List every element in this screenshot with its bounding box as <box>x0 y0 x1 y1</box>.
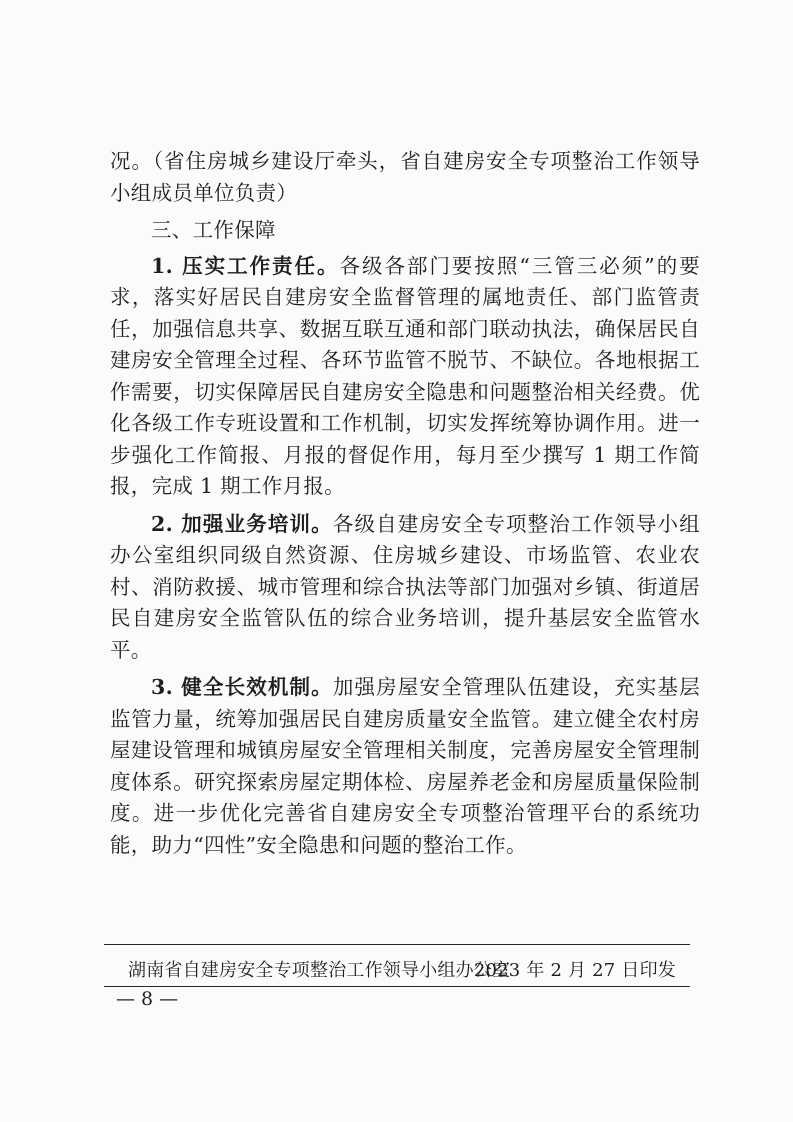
body-text <box>110 146 700 867</box>
page-number: — 8 — <box>116 988 179 1010</box>
item-title-3: 3. 健全长效机制。 <box>151 675 333 699</box>
item-text-1: 各级各部门要按照“三管三必须”的要求，落实好居民自建房安全监督管理的属地责任、部门监管责任，加强信息共享、数据互联互通和部门联动执法，确保居民自建房安全管理全过程、各环节监管不脱节、不缺位。各地根据工作需要，切实保障居民自建房安全隐患和问题整治相关经费。优化各级工作专班设置和工作机制，切实发挥统筹协调作用。进一步强化工作简报、月报的督促作用，每月至少撰写 1 期工作简报，完成 1 期工作月报。 <box>110 253 701 498</box>
intro-paragraph: 况。（省住房城乡建设厅牵头，省自建房安全专项整治工作领导小组成员单位负责） <box>110 149 700 205</box>
footer-top-rule <box>104 944 690 945</box>
footer-issuer: 湖南省自建房安全专项整治工作领导小组办公室 <box>128 960 511 981</box>
item-paragraph-3 <box>110 672 700 861</box>
item-paragraph-2 <box>110 509 700 667</box>
item-paragraph-1 <box>110 251 700 503</box>
footer-bottom-rule <box>104 986 690 987</box>
footer-issuer-line <box>128 956 690 982</box>
item-text-3: 加强房屋安全管理队伍建设，充实基层监管力量，统筹加强居民自建房质量安全监管。建立健全农村房屋建设管理和城镇房屋安全管理相关制度，完善房屋安全管理制度体系。研究探索房屋定期体检、房屋养老金和房屋质量保险制度。进一步优化完善省自建房安全专项整治管理平台的系统功能，助力“四性”安全隐患和问题的整治工作。 <box>110 675 700 857</box>
section-heading: 三、工作保障 <box>151 218 276 242</box>
item-title-1: 1. 压实工作责任。 <box>151 253 340 278</box>
item-text-2: 各级自建房安全专项整治工作领导小组办公室组织同级自然资源、住房城乡建设、市场监管、农业农村、消防救援、城市管理和综合执法等部门加强对乡镇、街道居民自建房安全监管队伍的综合业务培训，提升基层安全监管水平。 <box>110 511 700 662</box>
item-title-2: 2. 加强业务培训。 <box>151 511 333 536</box>
footer-date: 2023 年 2 月 27 日印发 <box>473 960 676 981</box>
